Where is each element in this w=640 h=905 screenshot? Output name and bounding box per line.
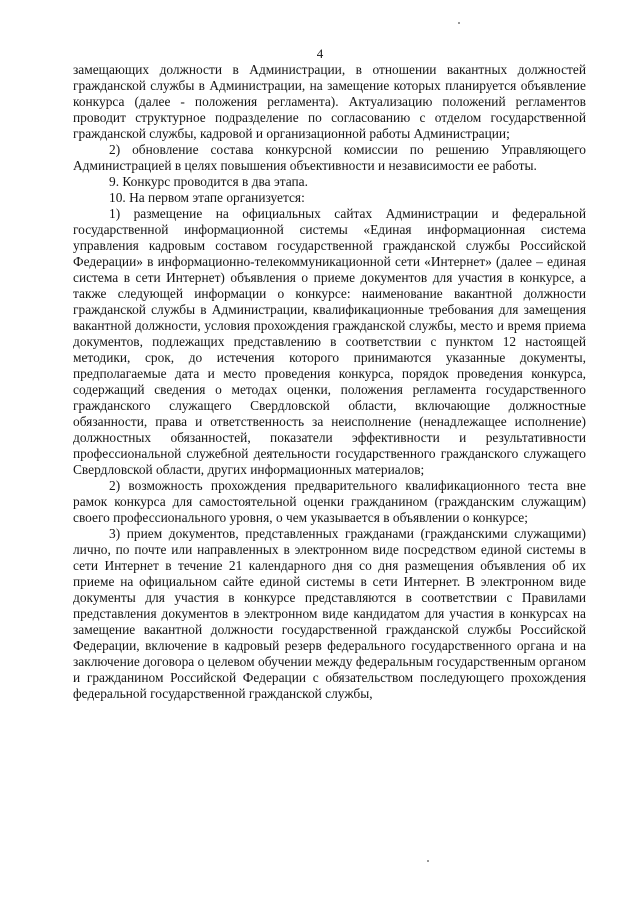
scan-speck: [458, 22, 460, 24]
page-number: 4: [316, 46, 324, 61]
paragraph-point-9: 9. Конкурс проводится в два этапа.: [109, 174, 308, 189]
paragraph-item-1-publication: 1) размещение на официальных сайтах Администрации и федеральной государственной информационной системы «Единая информационная система управления кадровым составом государственной гражданской службы Российской Федерации» в информационно-телекоммуникационной сети «Интернет» (далее – единая система в сети Интернет) объявления о приеме документов для участия в конкурсе, а также следующей информации о конкурсе: наименование вакантной должности гражданской службы в Администрации, квалификационные требования для замещения вакантной должности, условия прохождения гражданской службы, место и время приема документов, подлежащих представлению в соответствии с пунктом 12 настоящей методики, срок, до истечения которого принимаются указанные документы, предполагаемые дата и место проведения конкурса, порядок проведения конкурса, содержащий сведения о методах оценки, положения регламента государственного гражданского служащего Свердловской области, включающие должностные обязанности, права и ответственность за неисполнение (ненадлежащее исполнение) должностных обязанностей, показатели эффективности и результативности профессиональной служебной деятельности государственного гражданского служащего Свердловской области, других информационных материалов;: [73, 206, 586, 477]
scan-speck: [427, 860, 429, 862]
paragraph-item-3-document-reception: 3) прием документов, представленных гражданами (гражданскими служащими) лично, по почте или направленных в электронном виде посредством единой системы в сети Интернет в течение 21 календарного дня со дня размещения объявления об их приеме на официальном сайте единой системы в сети Интернет. В электронном виде документы для участия в конкурсе представляются в соответствии с Правилами представления документов в электронном виде кандидатом для участия в конкурсах на замещение вакантной должности государственной гражданской службы Российской Федерации, включение в кадровый резерв федерального государственного органа и на заключение договора о целевом обучении между федеральным государственным органом и гражданином Российской Федерации с обязательством последующего прохождения федеральной государственной гражданской службы,: [73, 526, 586, 701]
paragraph-item-2-commission-update: 2) обновление состава конкурсной комиссии по решению Управляющего Администрацией в целях повышения объективности и независимости ее работы.: [73, 142, 586, 173]
paragraph-continued-text: замещающих должности в Администрации, в отношении вакантных должностей гражданской службы в Администрации, на замещение которых планируется объявление конкурса (далее - положения регламента). Актуализацию положений регламентов проводит структурное подразделение по согласованию с отделом государственной гражданской службы, кадровой и организационной работы Администрации;: [73, 62, 586, 141]
paragraph-item-2-qualification-test: 2) возможность прохождения предварительного квалификационного теста вне рамок конкурса для самостоятельной оценки гражданином (гражданским служащим) своего профессионального уровня, о чем указывается в объявлении о конкурсе;: [73, 478, 586, 525]
document-body: [73, 62, 586, 702]
paragraph-point-10: 10. На первом этапе организуется:: [109, 190, 305, 205]
